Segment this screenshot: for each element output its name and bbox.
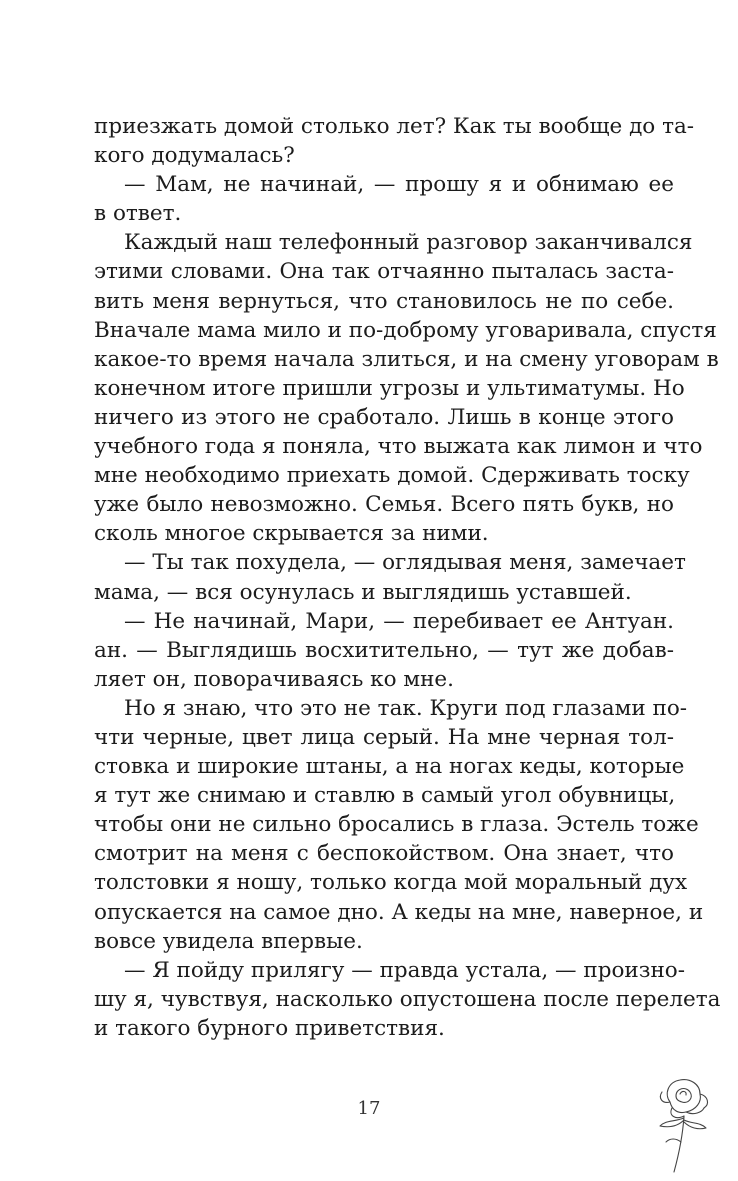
text-line: Вначале мама мило и по-доброму уговаривала, спустя: [94, 317, 717, 343]
text-line: стовка и широкие штаны, а на ногах кеды, которые: [94, 754, 685, 780]
text-line: чтобы они не сильно бросались в глаза. Эстель тоже: [94, 812, 699, 838]
text-line: опускается на самое дно. А кеды на мне, наверное, и: [94, 899, 704, 925]
text-line: смотрит на меня с беспокойством. Она знает, что: [94, 841, 674, 867]
text-line: вить меня вернуться, что становилось не по себе.: [94, 288, 674, 314]
text-line: этими словами. Она так отчаянно пыталась заста-: [94, 259, 674, 285]
text-line: я тут же снимаю и ставлю в самый угол обувницы,: [94, 783, 676, 809]
text-line: шу я, чувствуя, насколько опустошена после перелета: [94, 986, 721, 1012]
text-line: Каждый наш телефонный разговор заканчивался: [124, 230, 693, 256]
text-line: чти черные, цвет лица серый. На мне черная тол-: [94, 724, 674, 750]
text-line: вовсе увидела впервые.: [94, 928, 363, 954]
rose-icon: [650, 1072, 714, 1176]
text-line: — Ты так похудела, — оглядывая меня, замечает: [124, 550, 686, 576]
text-line: — Не начинай, Мари, — перебивает ее Антуан.: [124, 608, 674, 634]
text-line: ничего из этого не сработало. Лишь в конце этого: [94, 404, 674, 430]
page-number: 17: [357, 1098, 381, 1119]
text-line: приезжать домой столько лет? Как ты вообще до та-: [94, 114, 695, 139]
body-text: [94, 112, 721, 1043]
text-line: Но я знаю, что это не так. Круги под глазами по-: [124, 695, 688, 721]
text-line: конечном итоге пришли угрозы и ультиматумы. Но: [94, 375, 685, 401]
text-line: и такого бурного приветствия.: [94, 1015, 445, 1041]
text-line: ан. — Выглядишь восхитительно, — тут же добав-: [94, 637, 674, 663]
text-line: ляет он, поворачиваясь ко мне.: [94, 666, 454, 692]
text-line: — Мам, не начинай, — прошу я и обнимаю ее: [124, 172, 674, 198]
text-line: кого додумалась?: [94, 143, 295, 169]
text-line: толстовки я ношу, только когда мой моральный дух: [94, 870, 688, 896]
text-line: — Я пойду прилягу — правда устала, — произно-: [124, 957, 686, 983]
text-line: учебного года я поняла, что выжата как лимон и что: [94, 434, 703, 460]
text-line: в ответ.: [94, 201, 182, 227]
text-line: сколь многое скрывается за ними.: [94, 521, 489, 547]
text-line: какое-то время начала злиться, и на смену уговорам в: [94, 346, 719, 372]
text-line: мама, — вся осунулась и выглядишь уставшей.: [94, 579, 632, 605]
text-line: уже было невозможно. Семья. Всего пять букв, но: [94, 492, 674, 518]
text-line: мне необходимо приехать домой. Сдерживать тоску: [94, 463, 690, 489]
